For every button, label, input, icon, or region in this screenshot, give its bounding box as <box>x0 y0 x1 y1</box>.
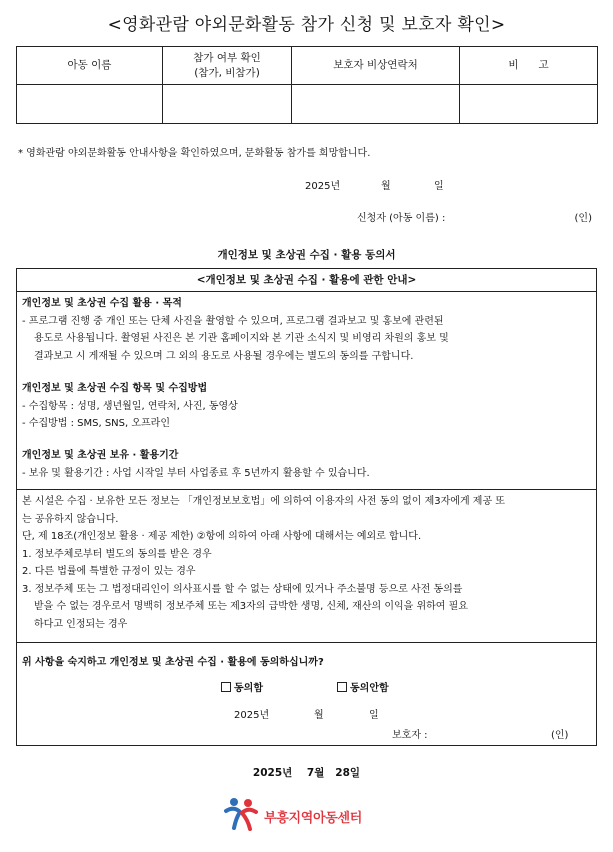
disagree-label: 동의안함 <box>350 683 389 694</box>
section-divider <box>17 489 596 490</box>
header-guardian-contact: 보호자 비상연락처 <box>292 47 460 85</box>
provision-line: 1. 정보주체로부터 별도의 동의를 받은 경우 <box>22 548 212 560</box>
disagree-checkbox[interactable] <box>337 682 347 692</box>
purpose-section <box>22 295 449 365</box>
page-title: <영화관람 야외문화활동 참가 신청 및 보호자 확인> <box>107 15 506 35</box>
provision-line: 받을 수 없는 경우로서 명백히 정보주체 또는 제3자의 급박한 생명, 신체, 재산의 이익을 위하여 필요 <box>34 601 468 612</box>
items-line: - 수집방법 : SMS, SNS, 오프라인 <box>22 418 171 429</box>
provision-line: 3. 정보주체 또는 그 법정대리인이 의사표시를 할 수 없는 상태에 있거나 주소불명 등으로 사전 동의를 <box>22 583 463 595</box>
consent-day: 일 <box>369 710 379 721</box>
consent-year: 2025년 <box>234 710 270 721</box>
header-remarks: 비 고 <box>460 47 598 85</box>
provision-section <box>22 493 505 633</box>
children-figures-logo-icon <box>222 794 262 834</box>
application-day: 일 <box>434 181 444 192</box>
center-logo <box>222 794 397 834</box>
retention-line: - 보유 및 활용기간 : 사업 시작일 부터 사업종료 후 5년까지 활용할 수 있습니다. <box>22 467 370 479</box>
header-participation <box>163 47 292 85</box>
cell-remarks[interactable] <box>460 85 598 124</box>
applicant-line <box>357 209 592 224</box>
applicant-seal: (인) <box>574 213 592 224</box>
provision-line: 2. 다른 법률에 특별한 규정이 있는 경우 <box>22 566 196 577</box>
application-table <box>16 46 598 124</box>
consent-title: 개인정보 및 초상권 수집 · 활용 동의서 <box>217 249 396 261</box>
items-section <box>22 380 238 433</box>
agree-label: 동의함 <box>234 683 263 694</box>
purpose-line: - 프로그램 진행 중 개인 또는 단체 사진을 촬영할 수 있으며, 프로그램 결과보고 및 홍보에 관련된 <box>22 315 444 327</box>
agree-checkbox[interactable] <box>221 682 231 692</box>
cell-guardian-contact[interactable] <box>292 85 460 124</box>
consent-month: 월 <box>314 710 324 721</box>
application-year: 2025년 <box>305 181 341 192</box>
guardian-label: 보호자 : <box>392 730 428 741</box>
provision-line: 본 시설은 수집 · 보유한 모든 정보는 「개인정보보호법」에 의하여 이용자의 사전 동의 없이 제3자에게 제공 또 <box>22 496 505 507</box>
header-participation-line2: (참가, 비참가) <box>194 66 260 79</box>
final-date: 2025년 7월 28일 <box>252 767 361 779</box>
items-line: - 수집항목 : 성명, 생년월일, 연락처, 사진, 동영상 <box>22 400 238 412</box>
provision-line: 하다고 인정되는 경우 <box>34 618 128 630</box>
logo-text: 부흥지역아동센터 <box>264 811 363 826</box>
provision-line: 단, 제 18조(개인정보 활용 · 제공 제한) ②항에 의하여 아래 사항에 대해서는 예외로 합니다. <box>22 531 422 542</box>
items-heading: 개인정보 및 초상권 수집 항목 및 수집방법 <box>22 383 208 394</box>
section-divider <box>17 642 596 643</box>
application-month: 월 <box>381 181 391 192</box>
consent-question: 위 사항을 숙지하고 개인정보 및 초상권 수집 · 활용에 동의하십니까? <box>22 657 324 668</box>
retention-heading: 개인정보 및 초상권 보유 · 활용기간 <box>22 450 179 461</box>
purpose-line: 용도로 사용됩니다. 촬영된 사진은 본 기관 홈페이지와 본 기관 소식지 및 비영리 차원의 홍보 및 <box>34 333 449 344</box>
guardian-seal: (인) <box>551 730 569 741</box>
purpose-line: 결과보고 시 게재될 수 있으며 그 외의 용도로 사용될 경우에는 별도의 동의를 구합니다. <box>34 350 414 362</box>
agree-option[interactable] <box>221 679 263 694</box>
cell-participation[interactable] <box>163 85 292 124</box>
participation-notice: * 영화관람 야외문화활동 안내사항을 확인하였으며, 문화활동 참가를 희망합니다. <box>18 148 371 159</box>
purpose-heading: 개인정보 및 초상권 수집 활용 · 목적 <box>22 298 182 309</box>
consent-box <box>16 268 597 746</box>
header-child-name: 아동 이름 <box>17 47 163 85</box>
header-participation-line1: 참가 여부 확인 <box>193 51 261 64</box>
provision-line: 는 공유하지 않습니다. <box>22 513 119 525</box>
applicant-label: 신청자 (아동 이름) : <box>357 213 446 224</box>
consent-box-header: <개인정보 및 초상권 수집 · 활용에 관한 안내> <box>17 269 596 292</box>
retention-section <box>22 447 370 482</box>
cell-child-name[interactable] <box>17 85 163 124</box>
disagree-option[interactable] <box>337 679 389 694</box>
